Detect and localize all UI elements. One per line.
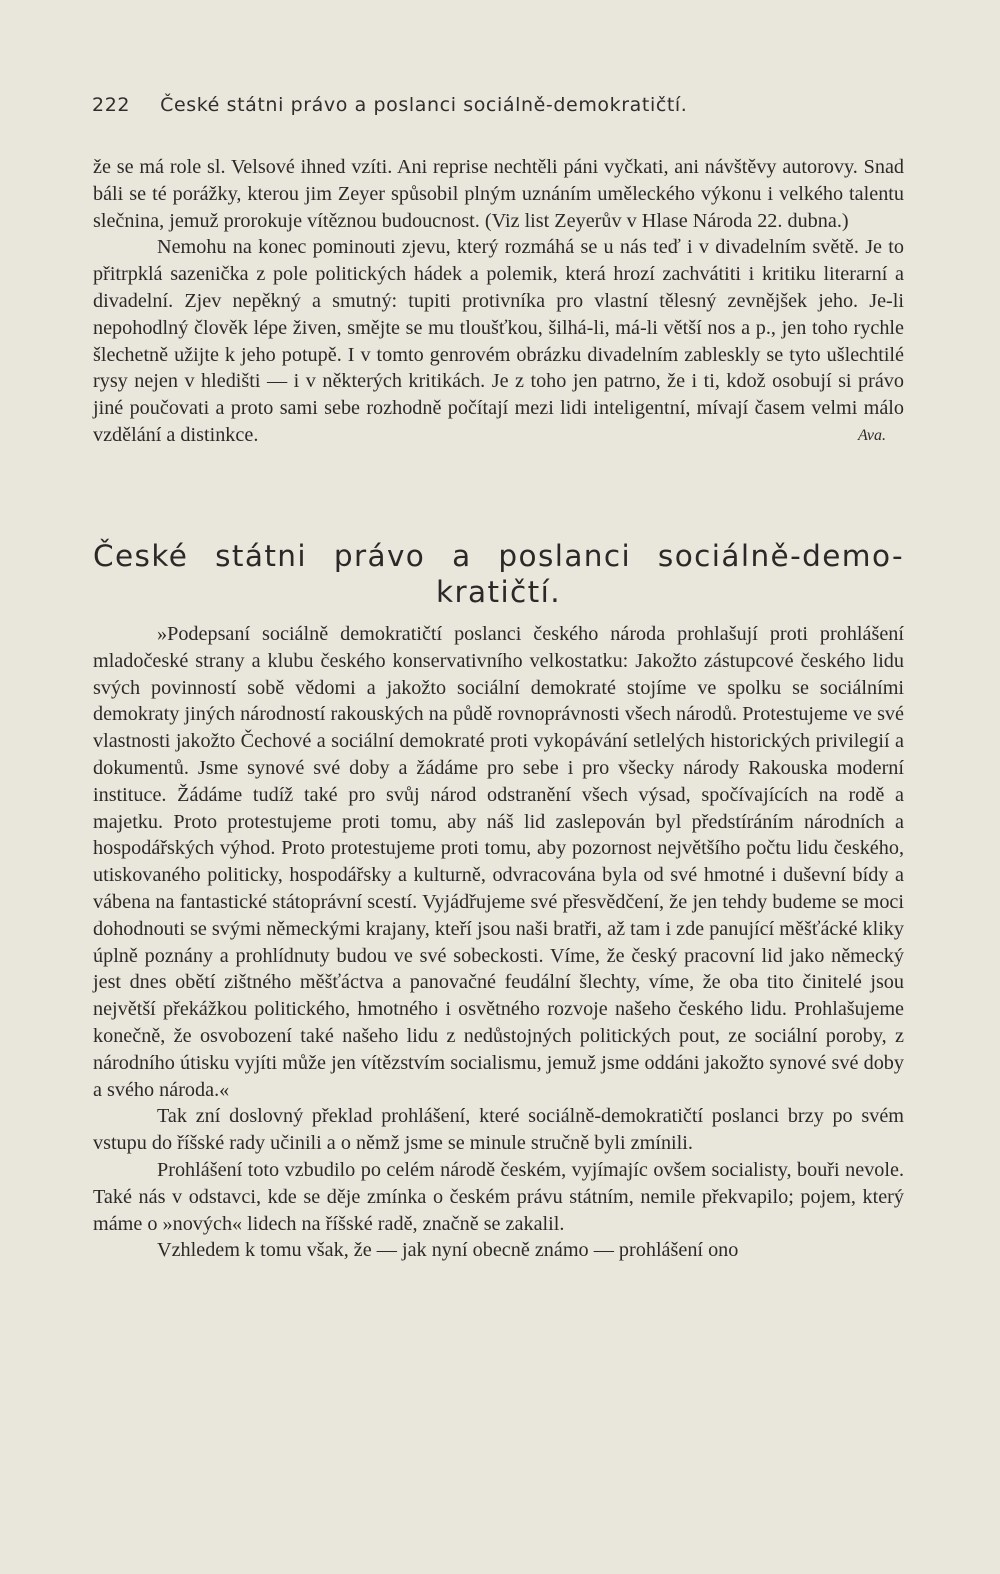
paragraph: Tak zní doslovný překlad prohlášení, které sociálně-demokratičtí poslanci brzy po svém vstupu do říšské rady učinili a o němž jsme se minule stručně byli zmínili. [93,1105,904,1155]
article-heading [93,538,904,610]
paragraph: »Podepsaní sociálně demokratičtí poslanci českého národa prohlašují proti prohlášení mladočeské strany a klubu českého konservativního velkostatku: Jakožto zástupcové českého lidu svých povinností sobě vědomi a jakožto sociální demokraté stojíme ve spolku se sociálními demokraty jiných národností rakouských na půdě rovnoprávnosti všech národů. Protestujeme ve své vlastnosti jakožto Čechové a sociální demokraté proti vykopávání setlelých historických privilegií a dokumentů. Jsme synové své doby a žádáme pro sebe i pro všecky národy Rakouska moderní instituce. Žádáme tudíž také pro svůj národ odstranění všech výsad, spočívajících na rodě a majetku. Proto protestujeme proti tomu, aby náš lid zaslepován byl předstíráním národních a hospodářských výhod. Proto protestujeme proti tomu, aby pozornost největšího počtu lidu českého, utiskovaného politicky, hospodářsky a kulturně, odvracována byla od své hmotné i duševní bídy a vábena na fantastické státoprávní scestí. Vyjádřujeme své přesvědčení, že jen tehdy budeme se moci dohodnouti se svými německými krajany, kteří jsou naši bratři, až tam i zde panující měšťácké kliky úplně poznány a prohlídnuty budou ve své sobeckosti. Víme, že český pracovní lid jako německý jest dnes obětí zištného měšťáctva a panovačné feudální šlechty, víme, že oba tito činitelé jsou největší překážkou politického, hmotného i osvětného rozvoje našeho českého lidu. Prohlašujeme konečně, že osvobození také našeho lidu z nedůstojných politických pout, ze sociální poroby, z národního útisku vyjíti může jen vítězstvím socialismu, jemuž jsme oddáni jakožto synové své doby a svého národa.« [93,623,904,1101]
article-heading-line-2: kratičtí. [435,575,561,609]
article-body [93,621,904,1264]
paragraph: Vzhledem k tomu však, že — jak nyní obecně známo — prohlášení ono [157,1239,739,1262]
author-signature: Ava. [858,426,886,444]
running-head-title: České státni právo a poslanci sociálně-demokratičtí. [160,94,688,116]
running-head [92,94,912,116]
paragraph: Nemohu na konec pominouti zjevu, který rozmáhá se u nás teď i v divadelním světě. Je to přitrpklá sazenička z pole politických hádek a polemik, která hrozí zachvátiti i kritiku literarní a divadelní. Zjev nepěkný a smutný: tupiti protivníka pro vlastní tělesný zevnějšek jeho. Je-li nepohodlný člověk lépe živen, smějte se mu tloušťkou, šilhá-li, má-li větší nos a p., jen toho rychle šlechetně užijte k jeho potupě. I v tomto genrovém obrázku divadelním zableskly se tyto ušlechtilé rysy nejen v hledišti — i v některých kritikách. Je z toho jen patrno, že i ti, kdož osobují si právo jiné poučovati a proto sami sebe rozhodně počítají mezi lidi inteligentní, mívají časem velmi málo vzdělání a distinkce. [93,236,904,446]
paragraph: že se má role sl. Velsové ihned vzíti. Ani reprise nechtěli páni vyčkati, ani návštěvy autorovy. Snad báli se té porážky, kterou jim Zeyer spůsobil plným uznáním uměleckého výkonu i velkého talentu slečnina, jemuž prorokuje vítěznou budoucnost. (Viz list Zeyerův v Hlase Národa 22. dubna.) [93,156,904,232]
page-number: 222 [92,94,131,116]
previous-article-tail [93,154,904,450]
paragraph: Prohlášení toto vzbudilo po celém národě českém, vyjímajíc ovšem socialisty, bouři nevole. Také nás v odstavci, kde se děje zmínka o českém právu státním, nemile překvapilo; pojem, který máme o »nových« lidech na říšské radě, značně se zakalil. [93,1158,904,1235]
article-heading-line-1: České státni právo a poslanci sociálně-demo- [93,539,904,573]
